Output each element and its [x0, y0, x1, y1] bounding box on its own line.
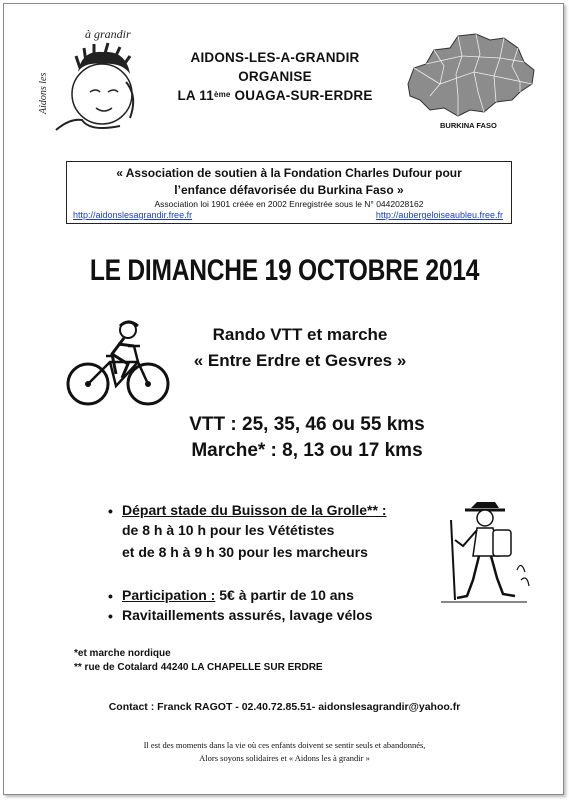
website-link-auberge[interactable]: http://aubergeloiseaubleu.free.fr — [375, 210, 503, 220]
note-nordic-walking: *et marche nordique — [74, 648, 171, 659]
logo-text: à grandir — [85, 27, 131, 41]
bullet-icon: • — [108, 608, 113, 624]
marche-distances: Marche* : 8, 13 ou 17 kms — [191, 440, 423, 461]
contact-info: Contact : Franck RAGOT - 02.40.72.85.51- aidonslesagrandir@yahoo.fr — [108, 701, 461, 713]
ravitaillement: Ravitaillements assurés, lavage vélos — [122, 607, 373, 623]
participation-value: 5€ à partir de 10 ans — [215, 587, 354, 603]
bullet-icon: • — [108, 503, 113, 519]
burkina-faso-map — [400, 26, 540, 126]
closing-quote-line2: Alors soyons solidaires et « Aidons les à grandir » — [199, 753, 370, 763]
note-address: ** rue de Cotalard 44240 LA CHAPELLE SUR ERDRE — [74, 662, 323, 673]
association-line2: l’enfance défavorisée du Burkina Faso » — [174, 183, 404, 197]
header-title-line3-sup: ème — [213, 90, 231, 99]
participation-label: Participation : — [122, 587, 216, 603]
website-link-aidons[interactable]: http://aidonslesagrandir.free.fr — [73, 210, 193, 220]
header-title-line2: ORGANISE — [238, 69, 312, 84]
header-title — [160, 48, 390, 105]
depart-title: Départ stade du Buisson de la Grolle** : — [122, 502, 387, 518]
depart-time-vtt: de 8 h à 10 h pour les Vététistes — [122, 522, 335, 538]
logo-side-text: Aidons les — [38, 72, 49, 114]
cyclist-illustration — [62, 318, 172, 410]
association-registration: Association loi 1901 créée en 2002 Enregistrée sous le N° 0442028162 — [154, 199, 424, 209]
association-line1: « Association de soutien à la Fondation Charles Dufour pour — [116, 166, 462, 180]
depart-time-marche: et de 8 h à 9 h 30 pour les marcheurs — [122, 544, 368, 560]
header-title-line3-post: OUAGA-SUR-ERDRE — [230, 88, 373, 103]
hiker-illustration — [437, 500, 532, 605]
event-date: LE DIMANCHE 19 OCTOBRE 2014 — [89, 254, 480, 287]
vtt-distances: VTT : 25, 35, 46 ou 55 kms — [189, 414, 425, 435]
rando-title: Rando VTT et marche — [212, 325, 388, 344]
bullet-icon: • — [108, 588, 113, 604]
header-title-line1: AIDONS-LES-A-GRANDIR — [190, 50, 360, 65]
participation — [122, 587, 354, 603]
closing-quote-line1: Il est des moments dans la vie où ces enfants doivent se sentir seuls et abandonnés, — [143, 740, 426, 750]
association-logo — [30, 22, 150, 140]
map-label: BURKINA FASO — [440, 121, 497, 130]
header-title-line3-pre: LA 11 — [177, 88, 214, 103]
association-info-box — [66, 161, 512, 224]
header-title-line3 — [160, 86, 390, 105]
rando-subtitle: « Entre Erdre et Gesvres » — [193, 351, 407, 370]
